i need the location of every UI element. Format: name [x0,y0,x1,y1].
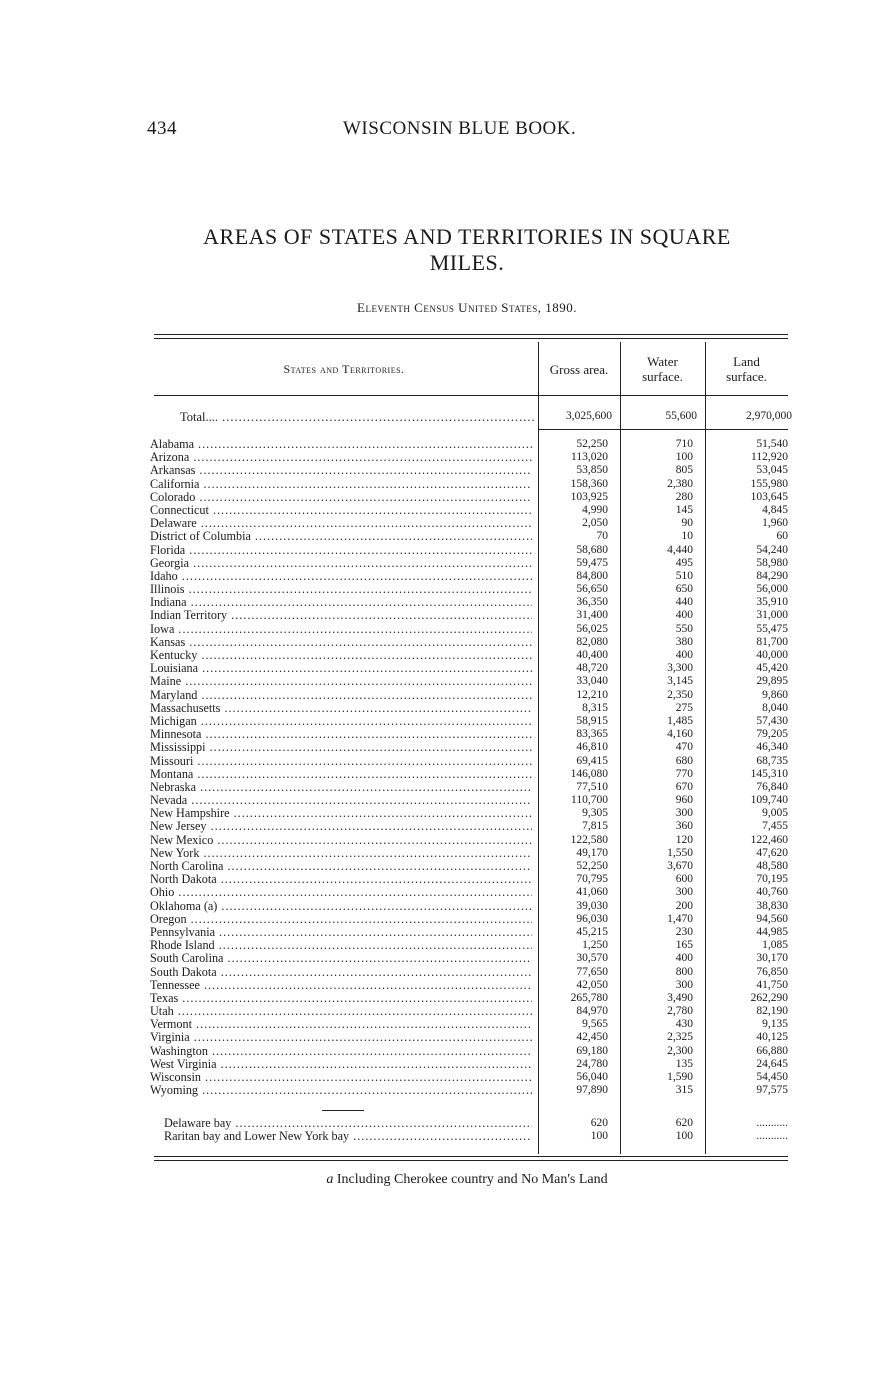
row-water-surface: 120 [675,833,693,846]
table-row [150,873,790,886]
row-land-surface: 82,190 [756,1005,788,1018]
running-head [147,118,787,140]
table-row [150,913,790,926]
row-gross-area: 33,040 [576,675,608,688]
table-row [150,992,790,1005]
row-land-surface: 30,170 [756,952,788,965]
row-gross-area: 56,040 [576,1071,608,1083]
total-gross: 3,025,600 [566,410,612,422]
row-gross-area: 58,680 [576,543,608,556]
table-row [150,702,790,715]
row-land-surface: 76,840 [756,780,788,793]
row-name: Illinois ..... [150,583,532,596]
row-land-surface: 9,860 [762,688,788,701]
row-land-surface: 145,310 [750,767,788,780]
table-row [150,689,790,702]
row-land-surface: 54,450 [756,1071,788,1083]
row-gross-area: 158,360 [570,477,608,490]
row-water-surface: 100 [675,1130,693,1143]
row-land-surface: 66,880 [756,1044,788,1057]
table-row [150,451,790,464]
row-name: Wisconsin ..... [150,1071,532,1084]
row-gross-area: 42,450 [576,1031,608,1044]
row-land-surface: 84,290 [756,569,788,582]
row-water-surface: 805 [675,464,693,477]
row-land-surface: 9,135 [762,1018,788,1031]
row-gross-area: 7,815 [582,820,608,833]
row-water-surface: 380 [675,635,693,648]
row-water-surface: 3,145 [667,675,693,688]
row-water-surface: 680 [675,754,693,767]
row-water-surface: 300 [675,886,693,899]
table-row [150,504,790,517]
row-land-surface: 41,750 [756,978,788,991]
row-gross-area: 84,970 [576,1005,608,1018]
table-row [150,596,790,609]
footnote-mark: a [326,1172,334,1187]
row-gross-area: 56,025 [576,622,608,635]
row-gross-area: 58,915 [576,714,608,727]
row-name: Pennsylvania ..... [150,926,532,939]
row-name: Idaho ..... [150,570,532,583]
table-row [150,530,790,543]
row-name: West Virginia ..... [150,1058,532,1071]
total-bottom-rule [538,429,788,430]
row-gross-area: 77,510 [576,780,608,793]
row-water-surface: 400 [675,609,693,622]
row-name: South Dakota ..... [150,966,532,979]
row-name: North Dakota ..... [150,873,532,886]
row-name: Michigan ..... [150,715,532,728]
row-water-surface: 430 [675,1018,693,1031]
row-name: Raritan bay and Lower New York bay ..... [164,1130,532,1143]
row-name: Indian Territory ..... [150,609,532,622]
row-water-surface: 280 [675,490,693,503]
row-name: Kentucky ..... [150,649,532,662]
table-row [150,649,790,662]
census-subtitle: Eleventh Census United States, 1890. [357,300,577,315]
total-label: Total.... ..... [180,410,534,425]
row-land-surface: 70,195 [756,873,788,886]
row-water-surface: 1,485 [667,714,693,727]
row-gross-area: 45,215 [576,925,608,938]
row-name: Delaware ..... [150,517,532,530]
page-title [147,224,787,276]
row-water-surface: 275 [675,701,693,714]
row-land-surface: 8,040 [762,701,788,714]
row-water-surface: 90 [681,517,693,530]
table-row [150,979,790,992]
table-row [150,636,790,649]
row-land-surface: ........... [756,1117,788,1129]
row-land-surface: 35,910 [756,596,788,609]
table-row [150,623,790,636]
land-header-line-2: surface. [726,369,767,384]
row-gross-area: 42,050 [576,978,608,991]
row-water-surface: 710 [675,438,693,450]
row-name: New York ..... [150,847,532,860]
footnote-text: Including Cherokee country and No Man's Land [336,1172,608,1187]
row-gross-area: 52,250 [576,860,608,872]
row-gross-area: 30,570 [576,952,608,965]
table-bottom-rule [154,1156,788,1157]
row-gross-area: 1,250 [582,939,608,952]
row-water-surface: 400 [675,952,693,965]
states-table-body [150,438,790,1097]
table-row [150,609,790,622]
row-name: Montana ..... [150,768,532,781]
row-land-surface: 79,205 [756,728,788,741]
total-land: 2,970,000 [746,410,792,422]
row-land-surface: 9,005 [762,807,788,820]
row-water-surface: 2,325 [667,1031,693,1044]
row-gross-area: 59,475 [576,556,608,569]
row-water-surface: 3,300 [667,662,693,675]
row-water-surface: 620 [675,1117,693,1129]
row-gross-area: 84,800 [576,569,608,582]
row-name: Colorado ..... [150,491,532,504]
table-row [150,662,790,675]
section-divider [322,1110,364,1111]
row-gross-area: 96,030 [576,912,608,925]
row-land-surface: 58,980 [756,556,788,569]
row-gross-area: 69,415 [576,754,608,767]
row-water-surface: 3,670 [667,860,693,872]
book-title: WISCONSIN BLUE BOOK. [343,118,577,139]
row-gross-area: 82,080 [576,635,608,648]
table-top-rule [154,334,788,335]
table-row [150,675,790,688]
row-gross-area: 53,850 [576,464,608,477]
bays-table-body [164,1117,790,1143]
table-top-rule-2 [154,338,788,339]
row-gross-area: 48,720 [576,662,608,675]
row-name: Kansas ..... [150,636,532,649]
row-name: Iowa ..... [150,623,532,636]
row-water-surface: 670 [675,780,693,793]
row-water-surface: 2,300 [667,1044,693,1057]
row-gross-area: 2,050 [582,517,608,530]
table-row [150,1045,790,1058]
row-name: New Mexico ..... [150,834,532,847]
row-land-surface: 97,575 [756,1084,788,1097]
table-row [164,1130,790,1143]
row-land-surface: 40,000 [756,649,788,661]
row-name: Vermont ..... [150,1018,532,1031]
row-name: New Hampshire ..... [150,807,532,820]
row-water-surface: 2,350 [667,688,693,701]
row-land-surface: 29,895 [756,675,788,688]
row-name: South Carolina ..... [150,952,532,965]
row-gross-area: 39,030 [576,899,608,912]
row-name: Mississippi ..... [150,741,532,754]
table-row [150,755,790,768]
row-water-surface: 230 [675,925,693,938]
row-name: Oregon ..... [150,913,532,926]
table-row [150,768,790,781]
row-name: Washington ..... [150,1045,532,1058]
row-water-surface: 165 [675,939,693,952]
column-header-water-surface [620,354,705,384]
row-land-surface: 53,045 [756,464,788,477]
row-land-surface: 24,645 [756,1057,788,1070]
land-header-line-1: Land [733,354,760,369]
row-gross-area: 113,020 [571,451,608,464]
table-row [150,900,790,913]
row-land-surface: 76,850 [756,965,788,978]
row-name: Massachusetts ..... [150,702,532,715]
row-water-surface: 10 [681,530,693,543]
row-gross-area: 52,250 [576,438,608,450]
row-name: Ohio ..... [150,886,532,899]
row-land-surface: 31,000 [756,609,788,622]
row-gross-area: 620 [590,1117,608,1129]
table-row [150,491,790,504]
row-land-surface: 40,760 [756,886,788,899]
row-name: New Jersey ..... [150,820,532,833]
row-land-surface: ........... [756,1130,788,1143]
water-header-line-1: Water [647,354,678,369]
row-water-surface: 770 [675,767,693,780]
table-row [150,464,790,477]
row-name: Maine ..... [150,675,532,688]
row-gross-area: 41,060 [576,886,608,899]
table-row [150,781,790,794]
row-gross-area: 77,650 [576,965,608,978]
page-title-line-2: MILES. [429,250,505,275]
row-land-surface: 55,475 [756,622,788,635]
row-water-surface: 315 [675,1084,693,1097]
table-row [150,952,790,965]
row-water-surface: 100 [675,451,693,464]
row-water-surface: 440 [675,596,693,609]
row-water-surface: 4,160 [667,728,693,741]
row-name: Oklahoma (a) ..... [150,900,532,913]
row-land-surface: 48,580 [756,860,788,872]
row-name: Florida ..... [150,544,532,557]
row-land-surface: 81,700 [756,635,788,648]
row-water-surface: 650 [675,583,693,596]
footnote [147,1172,787,1188]
table-row [150,939,790,952]
row-land-surface: 262,290 [750,991,788,1004]
row-land-surface: 40,125 [756,1031,788,1044]
row-land-surface: 47,620 [756,846,788,859]
table-row [150,715,790,728]
row-land-surface: 45,420 [756,662,788,675]
row-water-surface: 470 [675,741,693,754]
row-water-surface: 1,550 [667,846,693,859]
row-name: District of Columbia ..... [150,530,532,543]
row-name: Delaware bay ..... [164,1117,532,1130]
row-water-surface: 960 [675,794,693,807]
row-name: Georgia ..... [150,557,532,570]
table-row [150,834,790,847]
table-row [150,1058,790,1071]
row-gross-area: 24,780 [576,1057,608,1070]
row-gross-area: 8,315 [582,701,608,714]
row-gross-area: 69,180 [576,1044,608,1057]
row-land-surface: 57,430 [756,714,788,727]
table-row [150,544,790,557]
row-gross-area: 70 [596,530,608,543]
table-row [150,847,790,860]
table-row [150,1031,790,1044]
row-name: Minnesota ..... [150,728,532,741]
table-row [150,926,790,939]
row-name: Wyoming ..... [150,1084,532,1097]
row-water-surface: 550 [675,622,693,635]
column-header-gross-area: Gross area. [549,362,609,377]
row-name: Rhode Island ..... [150,939,532,952]
row-gross-area: 56,650 [576,583,608,596]
table-row [150,1005,790,1018]
row-name: Arkansas ..... [150,464,532,477]
row-name: Arizona ..... [150,451,532,464]
row-gross-area: 100 [590,1130,608,1143]
table-row [150,741,790,754]
row-name: Maryland ..... [150,689,532,702]
row-gross-area: 103,925 [570,490,608,503]
table-row [150,438,790,451]
row-land-surface: 1,960 [762,517,788,530]
row-water-surface: 600 [675,873,693,886]
row-land-surface: 46,340 [756,741,788,754]
row-land-surface: 112,920 [751,451,788,464]
table-row [150,557,790,570]
table-row [150,478,790,491]
row-land-surface: 54,240 [756,543,788,556]
row-water-surface: 495 [675,556,693,569]
table-row [150,583,790,596]
row-land-surface: 103,645 [750,490,788,503]
row-land-surface: 44,985 [756,925,788,938]
column-header-states: States and Territories. [283,362,405,376]
row-gross-area: 9,565 [582,1018,608,1031]
table-row [150,1084,790,1097]
row-gross-area: 97,890 [576,1084,608,1097]
row-water-surface: 145 [675,503,693,516]
table-row [150,966,790,979]
table-row [150,1071,790,1084]
row-name: Virginia ..... [150,1031,532,1044]
table-row [150,794,790,807]
row-name: Texas ..... [150,992,532,1005]
column-header-land-surface [705,354,788,384]
row-gross-area: 110,700 [571,794,608,807]
row-land-surface: 1,085 [762,939,788,952]
row-gross-area: 70,795 [576,873,608,886]
table-row [150,860,790,873]
row-water-surface: 300 [675,807,693,820]
total-water: 55,600 [665,410,697,422]
row-water-surface: 2,380 [667,477,693,490]
page-number: 434 [147,118,177,139]
row-name: Tennessee ..... [150,979,532,992]
row-water-surface: 510 [675,569,693,582]
row-land-surface: 4,845 [762,503,788,516]
row-water-surface: 200 [675,899,693,912]
row-name: Connecticut ..... [150,504,532,517]
row-name: Indiana ..... [150,596,532,609]
row-land-surface: 60 [776,530,788,543]
row-land-surface: 7,455 [762,820,788,833]
row-gross-area: 31,400 [576,609,608,622]
table-row [150,1018,790,1031]
row-land-surface: 51,540 [756,438,788,450]
row-water-surface: 4,440 [667,543,693,556]
row-gross-area: 265,780 [570,991,608,1004]
row-name: North Carolina ..... [150,860,532,873]
row-water-surface: 3,490 [667,991,693,1004]
row-gross-area: 46,810 [576,741,608,754]
row-land-surface: 94,560 [756,912,788,925]
row-water-surface: 1,470 [667,912,693,925]
page-title-line-1: AREAS OF STATES AND TERRITORIES IN SQUARE [203,224,731,249]
row-gross-area: 9,305 [582,807,608,820]
row-gross-area: 40,400 [576,649,608,661]
row-land-surface: 122,460 [750,833,788,846]
row-water-surface: 800 [675,965,693,978]
row-name: Missouri ..... [150,755,532,768]
row-gross-area: 83,365 [576,728,608,741]
row-water-surface: 2,780 [667,1005,693,1018]
row-gross-area: 122,580 [570,833,608,846]
row-gross-area: 146,080 [570,767,608,780]
table-row [164,1117,790,1130]
row-name: Alabama ..... [150,438,532,451]
row-land-surface: 68,735 [756,754,788,767]
table-row [150,728,790,741]
row-gross-area: 36,350 [576,596,608,609]
row-land-surface: 38,830 [756,899,788,912]
table-row [150,570,790,583]
row-name: Utah ..... [150,1005,532,1018]
row-water-surface: 1,590 [667,1071,693,1083]
row-gross-area: 12,210 [576,688,608,701]
row-water-surface: 135 [675,1057,693,1070]
table-row [150,820,790,833]
row-name: Louisiana ..... [150,662,532,675]
table-row [150,886,790,899]
table-bottom-rule-2 [154,1160,788,1161]
row-land-surface: 56,000 [756,583,788,596]
row-name: California ..... [150,478,532,491]
row-name: Nevada ..... [150,794,532,807]
header-bottom-rule [154,395,788,396]
row-gross-area: 49,170 [576,846,608,859]
row-water-surface: 360 [675,820,693,833]
water-header-line-2: surface. [642,369,683,384]
table-row [150,807,790,820]
row-land-surface: 109,740 [750,794,788,807]
row-water-surface: 300 [675,978,693,991]
row-land-surface: 155,980 [750,477,788,490]
row-gross-area: 4,990 [582,503,608,516]
total-row [154,410,792,428]
row-name: Nebraska ..... [150,781,532,794]
row-water-surface: 400 [675,649,693,661]
table-row [150,517,790,530]
